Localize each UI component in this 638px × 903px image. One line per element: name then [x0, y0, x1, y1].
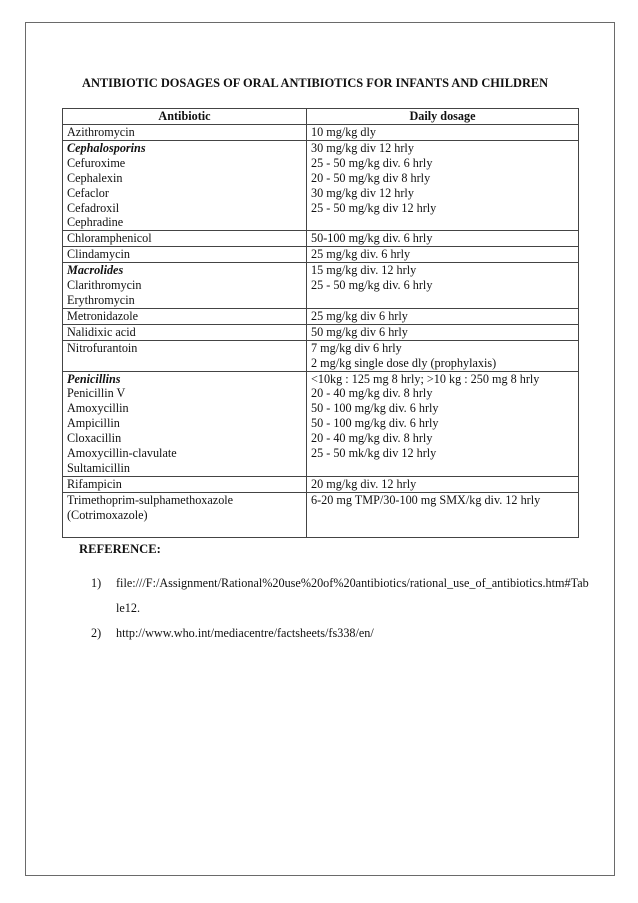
table-row — [63, 231, 579, 247]
table-row — [63, 340, 579, 371]
dosage-cell — [307, 340, 579, 371]
dosage-line: 25 mg/kg div 6 hrly — [311, 308, 408, 323]
antibiotic-cell — [63, 247, 307, 263]
dosage-line: 2 mg/kg single dose dly (prophylaxis) — [311, 355, 497, 370]
document-title: ANTIBIOTIC DOSAGES OF ORAL ANTIBIOTICS FOR INFANTS AND CHILDREN — [82, 76, 549, 90]
antibiotic-name: Cefadroxil — [67, 200, 120, 215]
antibiotic-name: Metronidazole — [67, 308, 139, 323]
antibiotic-cell — [63, 263, 307, 309]
column-header-antibiotic: Antibiotic — [63, 109, 307, 125]
reference-link[interactable]: file:///F:/Assignment/Rational%20use%20of%20antibiotics/rational_use_of_antibiotics.htm#Table12. — [116, 576, 589, 615]
dosage-line: 20 mg/kg div. 12 hrly — [311, 476, 417, 491]
antibiotic-name: Rifampicin — [67, 476, 122, 491]
dosage-line: 50-100 mg/kg div. 6 hrly — [311, 231, 433, 246]
dosage-line: 7 mg/kg div 6 hrly — [311, 340, 402, 355]
antibiotic-name: Amoxycillin-clavulate — [67, 446, 177, 461]
reference-number: 2) — [91, 626, 102, 640]
table-row — [63, 492, 579, 537]
antibiotic-name: Cefuroxime — [67, 155, 126, 170]
antibiotic-name: (Cotrimoxazole) — [67, 507, 148, 522]
antibiotic-name: Clarithromycin — [67, 278, 142, 293]
column-header-daily-dosage: Daily dosage — [307, 109, 579, 125]
dosage-cell — [307, 247, 579, 263]
reference-link[interactable]: http://www.who.int/mediacentre/factsheets/fs338/en/ — [116, 626, 374, 640]
table-row — [63, 324, 579, 340]
antibiotic-name: Clindamycin — [67, 247, 130, 262]
table-header-row — [63, 109, 579, 125]
dosage-cell — [307, 140, 579, 230]
antibiotic-name: Nitrofurantoin — [67, 340, 138, 355]
antibiotic-name: Chloramphenicol — [67, 231, 152, 246]
dosage-line: 20 - 40 mg/kg div. 8 hrly — [311, 431, 433, 446]
reference-heading: REFERENCE: — [79, 542, 161, 556]
table-row — [63, 140, 579, 230]
antibiotic-name: Ampicillin — [67, 416, 120, 431]
antibiotic-name: Trimethoprim-sulphamethoxazole — [67, 492, 234, 507]
dosage-cell — [307, 231, 579, 247]
dosage-line: 25 - 50 mk/kg div 12 hrly — [311, 446, 437, 461]
dosage-cell — [307, 324, 579, 340]
antibiotic-cell — [63, 231, 307, 247]
dosage-line: 50 - 100 mg/kg div. 6 hrly — [311, 416, 439, 431]
table-row — [63, 263, 579, 309]
table-row — [63, 371, 579, 476]
antibiotic-group-name: Cephalosporins — [67, 140, 146, 155]
dosage-cell — [307, 263, 579, 309]
dosage-table — [62, 108, 579, 538]
antibiotic-cell — [63, 324, 307, 340]
dosage-cell — [307, 125, 579, 141]
dosage-line: 50 mg/kg div 6 hrly — [311, 324, 408, 339]
antibiotic-name: Penicillin V — [67, 386, 126, 401]
reference-item — [91, 621, 591, 646]
dosage-line: 25 - 50 mg/kg div 12 hrly — [311, 200, 437, 215]
dosage-line: 6-20 mg TMP/30-100 mg SMX/kg div. 12 hrly — [311, 492, 541, 507]
antibiotic-name: Nalidixic acid — [67, 324, 136, 339]
reference-item — [91, 571, 591, 621]
antibiotic-cell — [63, 308, 307, 324]
antibiotic-name: Erythromycin — [67, 292, 135, 307]
antibiotic-name: Cephalexin — [67, 170, 123, 185]
antibiotic-name: Cloxacillin — [67, 431, 122, 446]
antibiotic-group-name: Macrolides — [67, 263, 124, 278]
antibiotic-cell — [63, 140, 307, 230]
dosage-cell — [307, 492, 579, 537]
dosage-cell — [307, 308, 579, 324]
antibiotic-cell — [63, 476, 307, 492]
dosage-line: 15 mg/kg div. 12 hrly — [311, 263, 417, 278]
antibiotic-cell — [63, 340, 307, 371]
antibiotic-name: Cefaclor — [67, 185, 109, 200]
antibiotic-group-name: Penicillins — [67, 371, 121, 386]
dosage-cell — [307, 476, 579, 492]
dosage-line: 10 mg/kg dly — [311, 125, 377, 139]
dosage-cell — [307, 371, 579, 476]
antibiotic-cell — [63, 125, 307, 141]
dosage-line: 20 - 40 mg/kg div. 8 hrly — [311, 386, 433, 401]
reference-number: 1) — [91, 576, 102, 590]
table-row — [63, 125, 579, 141]
dosage-line: 25 - 50 mg/kg div. 6 hrly — [311, 278, 433, 293]
dosage-line: 25 mg/kg div. 6 hrly — [311, 247, 411, 262]
antibiotic-cell — [63, 371, 307, 476]
dosage-line: 20 - 50 mg/kg div 8 hrly — [311, 170, 431, 185]
dosage-line: 25 - 50 mg/kg div. 6 hrly — [311, 155, 433, 170]
dosage-line: 30 mg/kg div 12 hrly — [311, 140, 414, 155]
antibiotic-name: Azithromycin — [67, 125, 135, 139]
dosage-line: <10kg : 125 mg 8 hrly; >10 kg : 250 mg 8 hrly — [311, 371, 540, 386]
antibiotic-name: Amoxycillin — [67, 401, 129, 416]
dosage-line: 50 - 100 mg/kg div. 6 hrly — [311, 401, 439, 416]
antibiotic-name: Cephradine — [67, 215, 124, 230]
antibiotic-cell — [63, 492, 307, 537]
table-row — [63, 247, 579, 263]
table-row — [63, 308, 579, 324]
dosage-line: 30 mg/kg div 12 hrly — [311, 185, 414, 200]
antibiotic-name: Sultamicillin — [67, 460, 130, 475]
table-row — [63, 476, 579, 492]
